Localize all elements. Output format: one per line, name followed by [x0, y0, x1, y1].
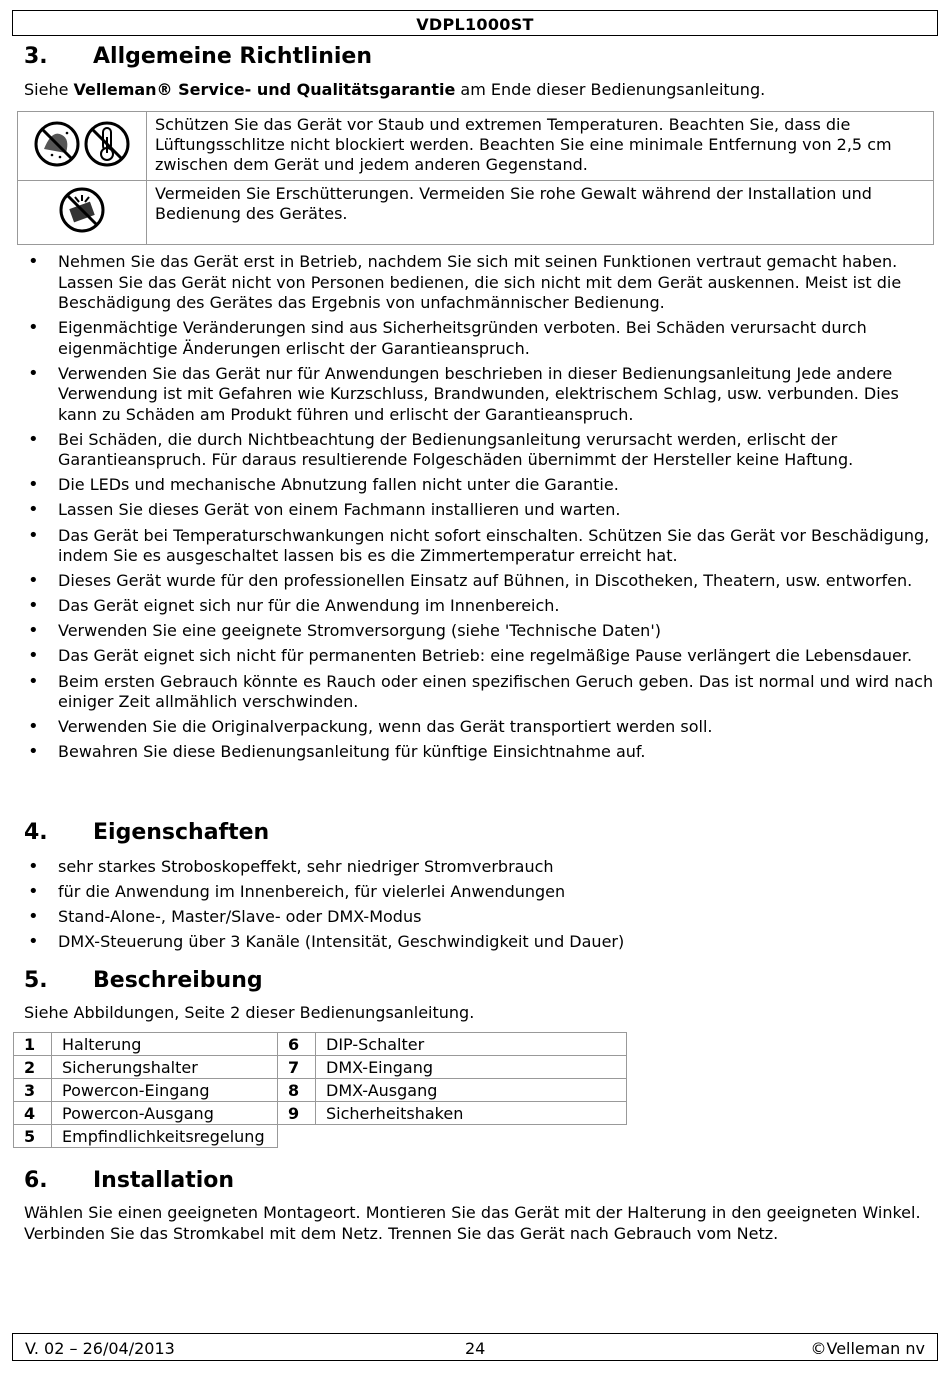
section-6-text: Wählen Sie einen geeigneten Montageort. Montieren Sie das Gerät mit der Halterung in den geeigneten Winkel. Verbinden Sie das Stromkabel mit dem Netz. Trennen Sie das Gerät nach Gebrauch vom Netz.	[24, 1203, 921, 1243]
list-item: • Nehmen Sie das Gerät erst in Betrieb, nachdem Sie sich mit seinen Funktionen vertraut gemacht haben. Lassen Sie das Gerät nicht von Personen bedienen, die sich nicht mit dem Gerät auskennen. Meist ist die Beschädigung des Gerätes das Ergebnis von unfachmännischer Bedienung.	[24, 252, 934, 314]
list-item: • Bei Schäden, die durch Nichtbeachtung der Bedienungsanleitung verursacht werden, erlischt der Garantieanspruch. Für daraus resultierende Folgeschäden übernimmt der Hersteller keine Haftung.	[24, 430, 934, 471]
part-number: 1	[14, 1033, 52, 1056]
table-row	[14, 1125, 627, 1148]
section-number: 5.	[24, 968, 48, 993]
part-number: 8	[278, 1079, 316, 1102]
section-3-intro	[24, 79, 929, 100]
section-4-heading	[24, 820, 269, 845]
list-item: • Verwenden Sie die Originalverpackung, wenn das Gerät transportiert werden soll.	[24, 717, 934, 738]
part-label: Powercon-Eingang	[52, 1079, 278, 1102]
list-item: • Beim ersten Gebrauch könnte es Rauch oder einen spezifischen Geruch geben. Das ist normal und wird nach einiger Zeit allmählich verschwinden.	[24, 672, 934, 713]
section-4-bullets	[24, 857, 934, 957]
list-item: • Bewahren Sie diese Bedienungsanleitung für künftige Einsichtnahme auf.	[24, 742, 934, 763]
page-footer	[12, 1333, 938, 1361]
part-label: Sicherheitshaken	[316, 1102, 627, 1125]
intro-bold: Velleman® Service- und Qualitätsgarantie	[73, 80, 456, 99]
list-item: • Das Gerät eignet sich nicht für permanenten Betrieb: eine regelmäßige Pause verlängert die Lebensdauer.	[24, 646, 934, 667]
safety-icons-cell	[18, 112, 147, 181]
list-item: • Verwenden Sie eine geeignete Stromversorgung (siehe 'Technische Daten')	[24, 621, 934, 642]
section-title: Beschreibung	[93, 968, 263, 993]
section-title: Allgemeine Richtlinien	[93, 44, 372, 69]
part-label: DMX-Eingang	[316, 1056, 627, 1079]
safety-table	[17, 111, 934, 245]
section-number: 3.	[24, 44, 48, 69]
part-number: 5	[14, 1125, 52, 1148]
safety-row	[18, 181, 934, 245]
safety-icons-cell	[18, 181, 147, 245]
section-3-bullets	[24, 252, 934, 767]
section-5-intro: Siehe Abbildungen, Seite 2 dieser Bedienungsanleitung.	[24, 1003, 475, 1022]
section-number: 4.	[24, 820, 48, 845]
list-item: • Verwenden Sie das Gerät nur für Anwendungen beschrieben in dieser Bedienungsanleitung Jede andere Verwendung ist mit Gefahren wie Kurzschluss, Brandwunden, elektrischem Schlag, usw. verbunden. Dies kann zu Schäden am Produkt führen und erlischt der Garantieanspruch.	[24, 364, 934, 426]
list-item: • Stand-Alone-, Master/Slave- oder DMX-Modus	[24, 907, 934, 928]
part-label: Sicherungshalter	[52, 1056, 278, 1079]
safety-text: Schützen Sie das Gerät vor Staub und extremen Temperaturen. Beachten Sie, dass die Lüftungsschlitze nicht blockiert werden. Beachten Sie eine minimale Entfernung von 2,5 cm zwischen dem Gerät und jedem anderen Gegenstand.	[147, 112, 934, 181]
section-title: Installation	[93, 1168, 235, 1193]
table-row	[14, 1056, 627, 1079]
thermometer-icon	[86, 123, 128, 165]
copyright: ©Velleman nv	[810, 1339, 925, 1358]
part-number: 9	[278, 1102, 316, 1125]
list-item: • Die LEDs und mechanische Abnutzung fallen nicht unter die Garantie.	[24, 475, 934, 496]
empty-cell	[278, 1125, 627, 1148]
section-3-heading	[24, 44, 372, 69]
section-6-heading	[24, 1168, 234, 1193]
safety-row	[18, 112, 934, 181]
version-date: V. 02 – 26/04/2013	[25, 1339, 175, 1358]
part-label: DIP-Schalter	[316, 1033, 627, 1056]
model-name: VDPL1000ST	[416, 15, 534, 34]
section-title: Eigenschaften	[93, 820, 270, 845]
list-item: • DMX-Steuerung über 3 Kanäle (Intensität, Geschwindigkeit und Dauer)	[24, 932, 934, 953]
dust-icon	[36, 123, 78, 165]
shock-icon	[57, 185, 107, 235]
part-number: 7	[278, 1056, 316, 1079]
list-item: • Dieses Gerät wurde für den professionellen Einsatz auf Bühnen, in Discotheken, Theatern, usw. entworfen.	[24, 571, 934, 592]
part-number: 6	[278, 1033, 316, 1056]
part-label: Halterung	[52, 1033, 278, 1056]
list-item: • Lassen Sie dieses Gerät von einem Fachmann installieren und warten.	[24, 500, 934, 521]
intro-suffix: am Ende dieser Bedienungsanleitung.	[455, 80, 766, 99]
table-row	[14, 1033, 627, 1056]
part-number: 3	[14, 1079, 52, 1102]
part-label: Powercon-Ausgang	[52, 1102, 278, 1125]
part-label: Empfindlichkeitsregelung	[52, 1125, 278, 1148]
list-item: • Eigenmächtige Veränderungen sind aus Sicherheitsgründen verboten. Bei Schäden verursacht durch eigenmächtige Änderungen erlischt der Garantieanspruch.	[24, 318, 934, 359]
section-5-heading	[24, 968, 263, 993]
table-row	[14, 1102, 627, 1125]
part-number: 2	[14, 1056, 52, 1079]
parts-table	[13, 1032, 627, 1148]
page-header	[12, 10, 938, 36]
table-row	[14, 1079, 627, 1102]
safety-text: Vermeiden Sie Erschütterungen. Vermeiden Sie rohe Gewalt während der Installation und Bedienung des Gerätes.	[147, 181, 934, 245]
page-number: 24	[465, 1339, 486, 1358]
part-number: 4	[14, 1102, 52, 1125]
list-item: • Das Gerät bei Temperaturschwankungen nicht sofort einschalten. Schützen Sie das Gerät vor Beschädigung, indem Sie es ausgeschaltet lassen bis es die Zimmertemperatur erreicht hat.	[24, 526, 934, 567]
dust-temperature-icons	[32, 119, 132, 169]
list-item: • für die Anwendung im Innenbereich, für vielerlei Anwendungen	[24, 882, 934, 903]
list-item: • sehr starkes Stroboskopeffekt, sehr niedriger Stromverbrauch	[24, 857, 934, 878]
section-number: 6.	[24, 1168, 48, 1193]
intro-prefix: Siehe	[24, 80, 74, 99]
list-item: • Das Gerät eignet sich nur für die Anwendung im Innenbereich.	[24, 596, 934, 617]
part-label: DMX-Ausgang	[316, 1079, 627, 1102]
